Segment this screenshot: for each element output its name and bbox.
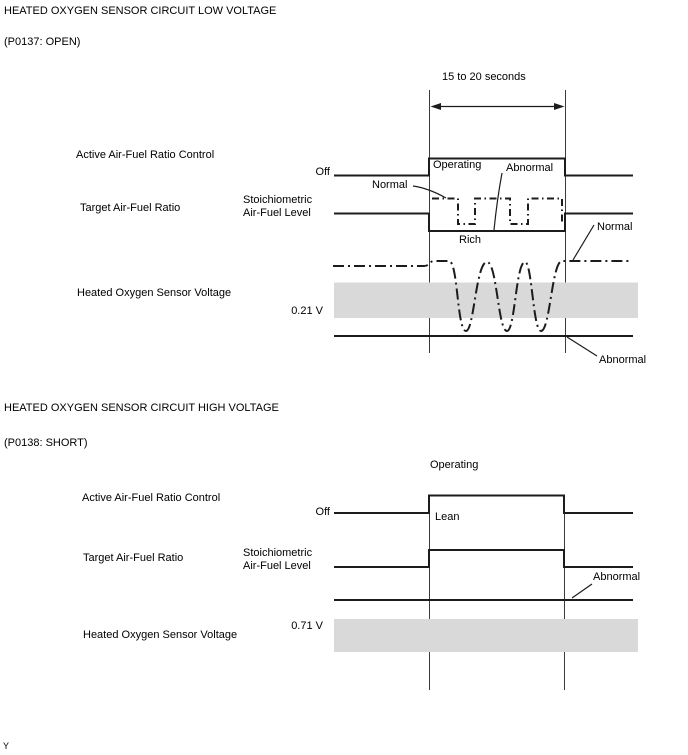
d2-section-title: HEATED OXYGEN SENSOR CIRCUIT HIGH VOLTAGE — [4, 402, 279, 414]
d2-sensor-voltage-label: Heated Oxygen Sensor Voltage — [83, 629, 238, 641]
d2-target-ratio-waveform — [334, 550, 633, 567]
d1-threshold-band — [334, 283, 638, 319]
page-footer-mark: Y — [3, 741, 10, 751]
d1-off-level-label: Off — [315, 166, 330, 178]
d1-normal-right-label: Normal — [597, 221, 633, 233]
d1-stoich-line1: Stoichiometric — [243, 194, 313, 206]
d1-active-control-label: Active Air-Fuel Ratio Control — [76, 149, 215, 161]
d2-stoich-line1: Stoichiometric — [243, 547, 313, 559]
d2-active-control-waveform — [334, 496, 633, 514]
d2-threshold-value: 0.71 V — [291, 620, 323, 632]
d2-abnormal-pointer-line — [572, 584, 592, 598]
d1-target-ratio-label: Target Air-Fuel Ratio — [80, 202, 181, 214]
d2-operating-label: Operating — [430, 459, 479, 471]
d1-abnormal-bottom-label: Abnormal — [599, 354, 647, 366]
d2-abnormal-label: Abnormal — [593, 571, 641, 583]
d1-stoichiometric-level-label — [243, 194, 312, 220]
arrow-head-right-icon — [554, 103, 565, 110]
d2-stoich-line2: Air-Fuel Level — [243, 560, 311, 572]
d1-abnormal-top-label: Abnormal — [506, 162, 554, 174]
d1-operating-label: Operating — [433, 159, 482, 171]
d1-duration-arrow — [431, 103, 565, 110]
d1-normal-left-label: Normal — [372, 179, 408, 191]
d1-normal-right-pointer-line — [573, 225, 594, 260]
d2-measurement-window — [430, 495, 565, 690]
d1-threshold-value: 0.21 V — [291, 305, 323, 317]
d1-stoich-line2: Air-Fuel Level — [243, 207, 311, 219]
d2-dtc-code: (P0138: SHORT) — [4, 437, 88, 449]
d2-off-level-label: Off — [315, 506, 330, 518]
d2-threshold-band — [334, 619, 638, 652]
d2-active-control-label: Active Air-Fuel Ratio Control — [82, 492, 221, 504]
d1-dtc-code: (P0137: OPEN) — [4, 36, 81, 48]
arrow-head-left-icon — [431, 103, 442, 110]
d2-lean-label: Lean — [435, 511, 460, 523]
d1-active-control-waveform — [334, 159, 633, 176]
d1-target-ratio-abnormal-rich-line — [334, 214, 633, 232]
d1-duration-label: 15 to 20 seconds — [442, 71, 526, 83]
d1-rich-label: Rich — [459, 234, 482, 246]
d1-abnormal-top-pointer-line — [494, 173, 502, 230]
d2-target-ratio-label: Target Air-Fuel Ratio — [83, 552, 184, 564]
d2-stoichiometric-level-label — [243, 547, 312, 573]
d1-sensor-voltage-label: Heated Oxygen Sensor Voltage — [77, 287, 232, 299]
d1-section-title: HEATED OXYGEN SENSOR CIRCUIT LOW VOLTAGE — [4, 5, 277, 17]
d1-abnormal-bottom-pointer-line — [567, 337, 597, 356]
